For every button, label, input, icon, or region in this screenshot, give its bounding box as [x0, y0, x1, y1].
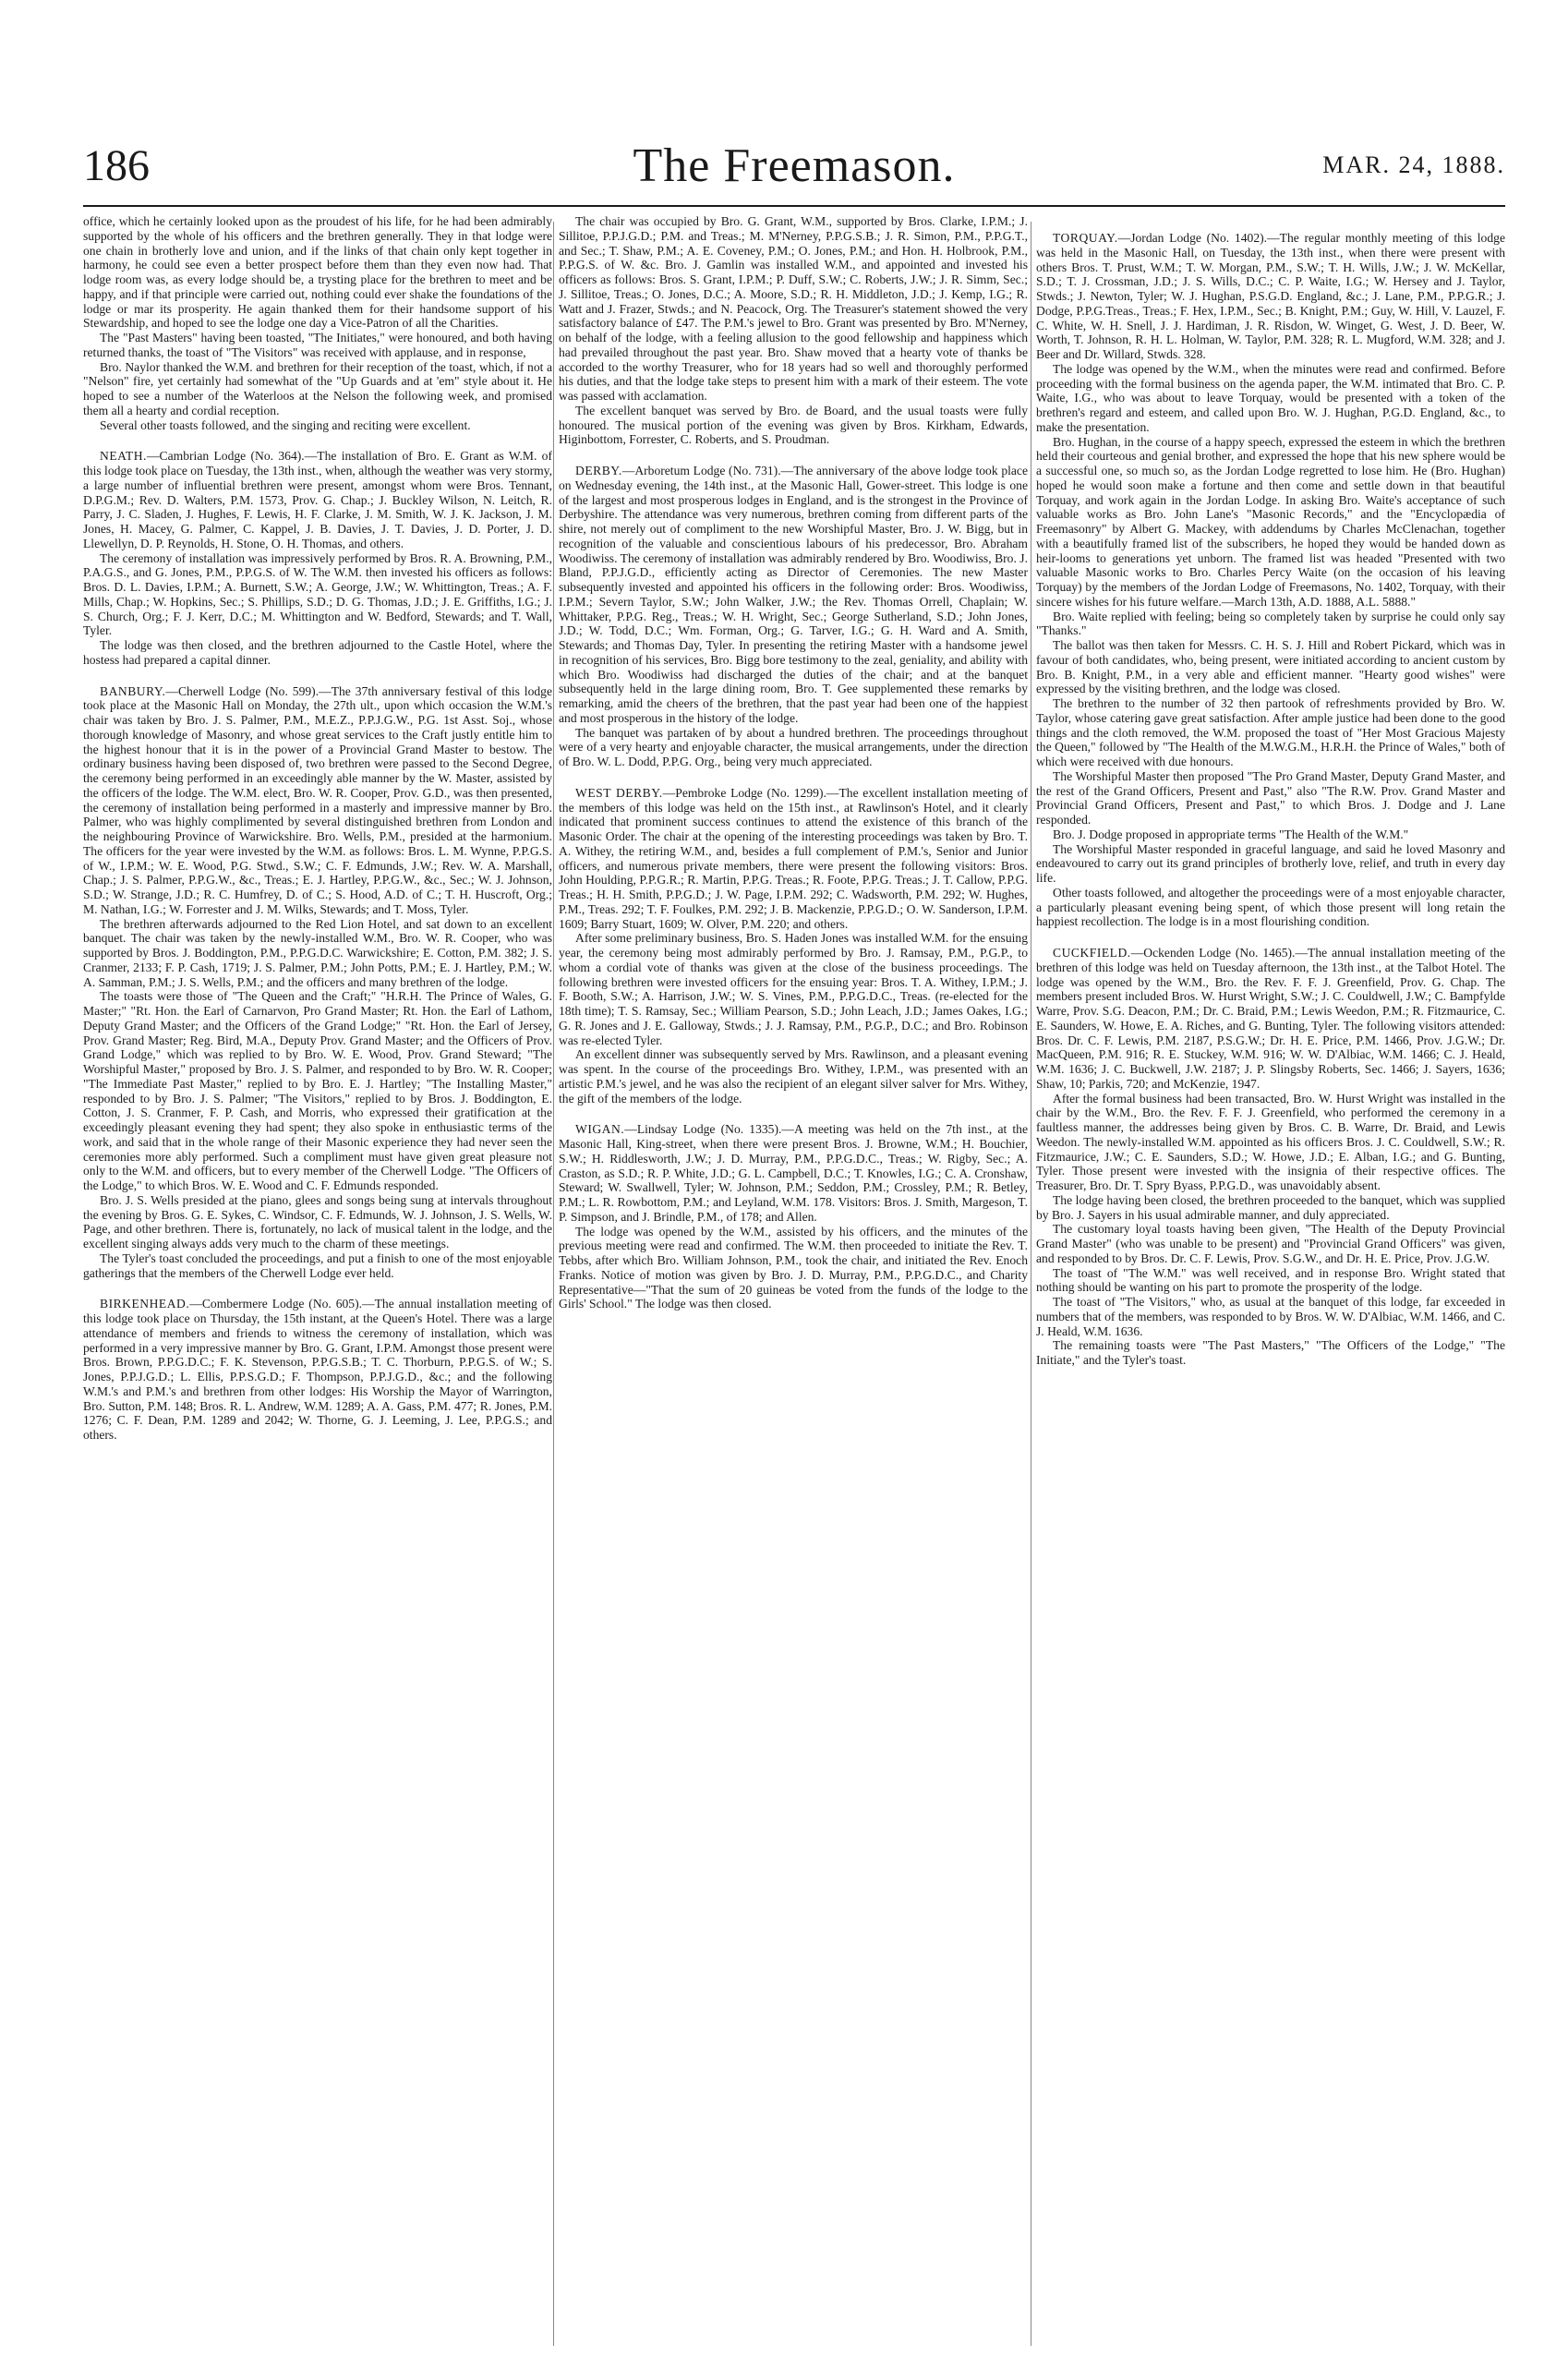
article-paragraph: The regular monthly meeting of this lodge was held in the Masonic Hall, on Tuesday, the 13th inst., when there were present with others Bros. T. Prust, W.M.; T. W. Morgan, P.M., S.W.; T. H. Wills, J.W.; J. W. McKellar, S.D.; T. J. Crossman, J.D.; J. S. Wills, D.C.; C. P. Waite, I.G.; W. Hersey and J. Taylor, Stwds.; J. Newton, Tyler; W. J. Hughan, P.S.G.D. England, &c.; J. Lane, P.M., P.P.G.R.; J. Dodge, P.P.G.Treas., Treas.; F. Hex, I.P.M., Sec.; B. Knight, P.M.; Guy, W. Hill, V. Lauzel, F. C. White, W. H. Snell, J. J. Hardiman, J. R. Risdon, W. Winget, G. West, J. D. Beer, W. Worth, T. Johnson, R. H. L. Holman, W. Taylor, P.M. 328; R. L. Mugford, W.M. 328; and J. Beer and Dr. Willard, Stwds. 328. — [1036, 231, 1505, 361]
article-paragraph: The customary loyal toasts having been given, "The Health of the Deputy Provincial Grand Master" (who was unable to be present) and "Provincial Grand Officers" was given, and responded to by Bros. Dr. C. F. Lewis, Prov. S.G.W., and Dr. H. E. Price, Prov. J.G.W. — [1036, 1222, 1505, 1265]
article-paragraph: The installation of Bro. E. Grant as W.M. of this lodge took place on Tuesday, the 13th inst., when, although the weather was very stormy, a large number of influential brethren were present, amongst whom were Bros. Tennant, D.P.G.M.; Rev. D. Walters, P.M. 1573, Prov. G. Chap.; J. Buckley Wilson, N. Leitch, R. Parry, J. C. Sladen, J. Hughes, F. Lewis, H. F. Clarke, J. M. Smith, W. J. K. Jackson, J. M. Jones, H. Macey, G. Palmer, C. Kappel, J. B. Davies, J. T. Davies, J. D. Porter, J. D. Llewellyn, D. P. Reynolds, H. Stone, O. H. Thomas, and others. — [83, 449, 552, 550]
article-paragraph: Other toasts followed, and altogether the proceedings were of a most enjoyable character, a particularly pleasant evening being spent, of which those present will long retain the happiest recollection. The lodge is in a most flourishing condition. — [1036, 885, 1505, 929]
article-place: TORQUAY. — [1053, 231, 1118, 245]
article-paragraph: Bro. J. S. Wells presided at the piano, glees and songs being sung at intervals throughout the evening by Bros. G. E. Sykes, C. Windsor, C. F. Edmunds, W. J. Johnson, J. S. Wells, W. Page, and other brethren. There is, fortunately, no lack of musical talent in the lodge, and the excellent singing always adds very much to the charm of these meetings. — [83, 1192, 552, 1250]
column-2 — [559, 214, 1028, 2355]
article-paragraph: The anniversary of the above lodge took place on Wednesday evening, the 14th inst., at the Masonic Hall, Gower-street. This lodge is one of the largest and most prosperous lodges in England, and is the strongest in the Province of Derbyshire. The attendance was very numerous, brethren coming from different parts of the shire, not merely out of compliment to the new Worshipful Master, Bro. J. W. Bigg, but in recognition of the valuable and conscientious labours of his predecessor, Bro. Abraham Woodiwiss. The ceremony of installation was admirably rendered by Bro. Woodiwiss, Bro. J. Bland, P.P.J.G.D., efficiently acting as Director of Ceremonies. The new Master subsequently invested and appointed his officers in the following order: Bros. Woodiwiss, I.P.M.; Severn Taylor, S.W.; John Walker, J.W.; the Rev. Thomas Orrell, Chaplain; W. Whittaker, P.P.G. Reg., Treas.; W. H. Wright, Sec.; George Sutherland, S.D.; John Jones, J.D.; W. Todd, D.C.; Wm. Forman, Org.; G. Tarver, I.G.; G. H. Ward and A. Smith, Stewards; and Thomas Day, Tyler. In presenting the retiring Master with a handsome jewel in recognition of his services, Bro. Bigg bore testimony to the zeal, geniality, and ability with which Bro. Woodiwiss had discharged the duties of the chair; and at the banquet subsequently held in the large dining room, Bro. T. Gee supplemented these remarks by remarking, amid the cheers of the brethren, that the past year had been one of the happiest and most prosperous in the history of the lodge. — [559, 464, 1028, 725]
article-derby — [559, 464, 1028, 769]
article-paragraph: Bro. Naylor thanked the W.M. and brethren for their reception of the toast, which, if not a "Nelson" fire, yet certainly had somewhat of the "Up Guards and at 'em" style about it. He hoped to see a number of the Waterloos at the Nelson the following week, and promised them all a hearty and cordial reception. — [83, 359, 552, 417]
article-paragraph: The lodge was opened by the W.M., assisted by his officers, and the minutes of the previous meeting were read and confirmed. The W.M. then proceeded to initiate the Rev. T. Tebbs, after which Bro. William Johnson, P.M., took the chair, and initiated the Rev. Enoch Franks. Notice of motion was given by Bro. J. D. Murray, P.M., P.P.G.D.C., and Charity Representative—"That the sum of 20 guineas be voted from the funds of the lodge to the Girls' School." The lodge was then closed. — [559, 1224, 1028, 1311]
article-paragraph: After the formal business had been transacted, Bro. W. Hurst Wright was installed in the chair by the W.M., Bro. the Rev. F. F. J. Greenfield, who performed the ceremony in a faultless manner, the addresses being given by Bros. C. B. Warre, Dr. Braid, and Lewis Weedon. The newly-installed W.M. appointed as his officers Bros. J. C. Couldwell, S.W.; R. Fitzmaurice, J.W.; C. E. Saunders, S.D.; W. Howe, J.D.; E. Alban, I.G.; and G. Bunting, Tyler. Those present were invested with the insignia of their respective offices. The Treasurer, Bro. Dr. T. Spry Byass, P.P.G.D., was unavoidably absent. — [1036, 1091, 1505, 1192]
article-paragraph: The ballot was then taken for Messrs. C. H. S. J. Hill and Robert Pickard, which was in favour of both candidates, who, being present, were initiated according to ancient custom by Bro. B. Knight, P.M., in a very able and efficient manner. "Hearty good wishes" were expressed by the visiting brethren, and the lodge was closed. — [1036, 638, 1505, 696]
article-paragraph: The excellent banquet was served by Bro. de Board, and the usual toasts were fully honoured. The musical portion of the evening was given by Bros. Kirkham, Edwards, Higinbottom, Forrester, C. Roberts, and S. Proudman. — [559, 403, 1028, 447]
article-place: CUCKFIELD. — [1053, 946, 1131, 960]
article-banbury — [83, 684, 552, 1281]
article-birkenhead — [83, 1297, 552, 1443]
article-lodge: Cambrian Lodge (No. 364). — [159, 449, 305, 464]
masthead — [83, 139, 1505, 212]
article-paragraph: The annual installation meeting of the brethren of this lodge was held on Tuesday afternoon, the 13th inst., at the Talbot Hotel. The lodge was opened by the W.M., Bro. the Rev. F. F. J. Greenfield, Prov. G. Chap. The members present included Bros. W. Hurst Wright, S.W.; J. C. Couldwell, J.W.; C. Bampfylde Warre, Prov. S.G. Deacon, P.M.; Dr. C. Braid, P.M.; Lewis Weedon, P.M.; R. Fitzmaurice, C. E. Saunders, W. Howe, E. A. Riches, and G. Bunting, Tyler. The following visitors attended: Bros. Dr. C. F. Lewis, P.M. 2187, P.S.G.W.; Dr. H. E. Price, P.M. 1466, Prov. J.G.W.; Dr. MacQueen, P.M. 916; R. E. Stuckey, W.M. 916; W. W. D'Albiac, W.M. 1466; C. J. Heald, W.M. 1636; J. C. Buckwell, J.W. 2187; J. P. Slingsby Roberts, Sec. 1466; J. Sayers, 1636; Shaw, 10; Parkis, 720; and McKenzie, 1947. — [1036, 946, 1505, 1091]
article-cuckfield — [1036, 946, 1505, 1368]
article-paragraph: An excellent dinner was subsequently served by Mrs. Rawlinson, and a pleasant evening was spent. In the course of the proceedings Bro. Withey, I.P.M., was presented with an artistic P.M.'s jewel, and he was also the recipient of an elegant silver salver for Mrs. Withey, the gift of the members of the lodge. — [559, 1047, 1028, 1105]
article-paragraph: After some preliminary business, Bro. S. Haden Jones was installed W.M. for the ensuing year, the ceremony being most admirably performed by Bro. J. Ramsay, P.M., P.G.P., to whom a cordial vote of thanks was given at the close of the business proceedings. The following brethren were invested officers for the ensuing year: Bros. T. A. Withey, I.P.M.; J. F. Booth, S.W.; A. Harrison, J.W.; W. S. Vines, P.M., P.P.G.D.C., Treas. (re-elected for the 18th time); T. S. Ramsay, Sec.; William Pearson, S.D.; John Leach, J.D.; James Oakes, I.G.; G. R. Jones and J. E. Galloway, Stwds.; J. J. Ramsay, P.M., P.G.P., D.C.; and Bro. Robinson was re-elected Tyler. — [559, 931, 1028, 1047]
page-number: 186 — [83, 141, 150, 190]
article-paragraph: The excellent installation meeting of the members of this lodge was held on the 15th inst., at Rawlinson's Hotel, and it clearly indicated that prominent success continues to attend the existence of this branch of the Masonic Order. The chair at the opening of the interesting proceedings was taken by Bro. T. A. Withey, the retiring W.M., and, besides a full complement of P.M.'s, Senior and Junior officers, and numerous private members, there were present the following visitors: Bros. John Houlding, P.P.G.R.; R. Martin, P.P.G. Treas.; R. Foote, P.P.G. Treas.; J. T. Callow, P.P.G. Treas.; H. H. Smith, P.P.G.D.; J. W. Page, I.P.M. 292; C. Wadsworth, P.M. 292; W. Hughes, P.M., Treas. 292; T. F. Foulkes, P.M. 292; J. B. Mackenzie, P.P.G.D.; O. W. Sanderson, I.P.M. 1609; Barry Stuart, 1609; W. Olver, P.M. 220; and others. — [559, 785, 1028, 931]
article-paragraph: office, which he certainly looked upon as the proudest of his life, for he had been admirably supported by the whole of his officers and the brethren generally. They in that lodge were one chain in brotherly love and union, and if the links of that chain only kept together in harmony, he could see even a better prospect before them than they even now had. That lodge room was, as every lodge should be, a trysting place for the brethren to meet and be happy, and if that principle were carried out, nothing could ever shake the foundations of the lodge or mar its prosperity. He again thanked them for their handsome support of his Stewardship, and hoped to see the lodge one day a Vice-Patron of all the Charities. — [83, 214, 552, 331]
article-birkenhead-continued — [559, 214, 1028, 447]
article-place: WEST DERBY. — [575, 785, 663, 800]
article-lodge: Cherwell Lodge (No. 599). — [177, 683, 320, 698]
article-paragraph: The brethren afterwards adjourned to the Red Lion Hotel, and sat down to an excellent banquet. The chair was taken by the newly-installed W.M., Bro. W. R. Cooper, who was supported by Bros. J. Boddington, P.M., P.P.G.D.C. Warwickshire; E. Cotton, P.M. 382; J. S. Cranmer, 2133; F. P. Cash, 1719; J. S. Palmer, P.M.; John Potts, P.M.; E. J. Hartley, P.M.; W. A. Samman, P.M.; J. S. Wells, P.M.; and the officers and many brethren of the lodge. — [83, 916, 552, 989]
article-paragraph: Several other toasts followed, and the singing and reciting were excellent. — [100, 417, 471, 432]
article-nelson-continued — [83, 214, 552, 432]
article-lead: BIRKENHEAD.—Combermere Lodge (No. 605).—The annual installation meeting of this lodge took place on Thursday, the 15th instant, at the Queen's Hotel. There was a large attendance of members and friends to witness the ceremony of installation, which was performed in a very impressive manner by Bro. G. Grant, I.P.M. Amongst those present were Bros. Brown, P.P.G.D.C.; F. K. Stevenson, P.P.G.S.B.; T. C. Thorburn, P.P.G.S. of W.; S. Jones, P.P.J.G.D.; L. Ellis, P.P.S.G.D.; F. Thompson, P.P.J.G.D., &c.; and the following W.M.'s and P.M.'s and brethren from other lodges: His Worship the Mayor of Warrington, Bro. Sutton, P.M. 148; Bros. R. L. Andrew, W.M. 1289; A. A. Gass, P.M. 477; R. Jones, P.M. 1276; C. F. Dean, P.M. 1289 and 2042; W. Thorne, G. J. Leeming, J. Lee, P.P.G.S.; and others. — [83, 1297, 552, 1442]
article-lead: WIGAN.—Lindsay Lodge (No. 1335).—A meeting was held on the 7th inst., at the Masonic Hall, King-street, when there were present Bros. J. Browne, W.M.; H. Bouchier, S.W.; H. Riddlesworth, J.W.; J. D. Murray, P.M., P.P.G.D.C., Treas.; W. Rigby, Sec.; A. Craston, as S.D.; R. P. White, J.D.; G. L. Campbell, D.C.; T. Knowles, I.G.; C. A. Cronshaw, Steward; W. Swallwell, Tyler; W. Johnson, P.M.; Seddon, P.M.; Crossley, P.M.; R. Betley, P.M.; L. R. Rowbottom, P.M.; and Leyland, W.M. 178. Visitors: Bros. J. Smith, Margeson, T. P. Simpson, and J. Brindle, P.M., of 178; and Allen. — [559, 1122, 1028, 1224]
article-paragraph: The banquet was partaken of by about a hundred brethren. The proceedings throughout were of a very hearty and enjoyable character, the musical arrangements, under the direction of Bro. W. L. Dodd, P.P.G. Org., being very much appreciated. — [559, 725, 1028, 768]
article-paragraph: The lodge was then closed, and the brethren adjourned to the Castle Hotel, where the hostess had prepared a capital dinner. — [83, 638, 552, 667]
article-paragraph: The toasts were those of "The Queen and the Craft;" "H.R.H. The Prince of Wales, G. Master;" "Rt. Hon. the Earl of Carnarvon, Pro Grand Master; Rt. Hon. the Earl of Lathom, Deputy Grand Master; and the Officers of the Grand Lodge;" "Rt. Hon. the Earl of Jersey, Prov. Grand Master; Reg. Bird, M.A., Deputy Prov. Grand Master; and the Officers of Prov. Grand Lodge," which was replied to by Bro. W. E. Wood, Prov. Grand Steward; "The Worshipful Master," proposed by Bro. J. S. Palmer, and responded to by Bro. W. R. Cooper; "The Immediate Past Master," replied to by Bro. E. J. Hartley; "The Installing Master," responded to by Bro. J. S. Palmer; "The Visitors," replied to by Bros. J. Boddington, E. Cotton, J. S. Cranmer, F. P. Cash, and Morris, who expressed their gratification at the exceedingly pleasant evening they had spent; they also spoke in enthusiastic terms of the work, and said that in the whole range of their Masonic experience they had never seen the ceremonies more ably performed. Such a compliment must have given great pleasure not only to the W.M. and officers, but to every member of the Cherwell Lodge. "The Officers of the Lodge," to which Bros. W. E. Wood and C. F. Edmunds responded. — [83, 989, 552, 1192]
article-paragraph: The Worshipful Master responded in graceful language, and said he loved Masonry and endeavoured to carry out its grand principles of brotherly love, relief, and truth in every day life. — [1036, 841, 1505, 885]
publication-title: The Freemason. — [633, 139, 956, 192]
article-paragraph: The annual installation meeting of this lodge took place on Thursday, the 15th instant, at the Queen's Hotel. There was a large attendance of members and friends to witness the ceremony of installation, which was performed in a very impressive manner by Bro. G. Grant, I.P.M. Amongst those present were Bros. Brown, P.P.G.D.C.; F. K. Stevenson, P.P.G.S.B.; T. C. Thorburn, P.P.G.S. of W.; S. Jones, P.P.J.G.D.; L. Ellis, P.P.S.G.D.; F. Thompson, P.P.J.G.D., &c.; and the following W.M.'s and P.M.'s and brethren from other lodges: His Worship the Mayor of Warrington, Bro. Sutton, P.M. 148; Bros. R. L. Andrew, W.M. 1289; A. A. Gass, P.M. 477; R. Jones, P.M. 1276; C. F. Dean, P.M. 1289 and 2042; W. Thorne, G. J. Leeming, J. Lee, P.P.G.S.; and others. — [83, 1297, 552, 1442]
article-west-derby — [559, 786, 1028, 1106]
article-paragraph: The brethren to the number of 32 then partook of refreshments provided by Bro. W. Taylor, whose catering gave great satisfaction. After ample justice had been done to the good things and the cloth removed, the W.M. proposed the toast of "Her Most Gracious Majesty the Queen," followed by "The Health of the M.W.G.M., H.R.H. the Prince of Wales," both of which were received with due honours. — [1036, 696, 1505, 768]
article-paragraph: The toast of "The Visitors," who, as usual at the banquet of this lodge, far exceeded in numbers that of the members, was responded to by Bros. W. W. D'Albiac, W.M. 1466, and C. J. Heald, W.M. 1636. — [1036, 1295, 1505, 1338]
article-lodge: Jordan Lodge (No. 1402). — [1130, 231, 1268, 245]
article-place: NEATH. — [100, 449, 147, 464]
article-place: WIGAN. — [575, 1122, 625, 1137]
article-place: DERBY. — [575, 464, 622, 477]
article-lead: CUCKFIELD.—Ockenden Lodge (No. 1465).—The annual installation meeting of the brethren of this lodge was held on Tuesday afternoon, the 13th inst., at the Talbot Hotel. The lodge was opened by the W.M., Bro. the Rev. F. F. J. Greenfield, Prov. G. Chap. The members present included Bros. W. Hurst Wright, S.W.; J. C. Couldwell, J.W.; C. Bampfylde Warre, Prov. S.G. Deacon, P.M.; Dr. C. Braid, P.M.; Lewis Weedon, P.M.; R. Fitzmaurice, C. E. Saunders, W. Howe, E. A. Riches, and G. Bunting, Tyler. The following visitors attended: Bros. Dr. C. F. Lewis, P.M. 2187, P.S.G.W.; Dr. H. E. Price, P.M. 1466, Prov. J.G.W.; Dr. MacQueen, P.M. 916; R. E. Stuckey, W.M. 916; W. W. D'Albiac, W.M. 1466; C. J. Heald, W.M. 1636; J. C. Buckwell, J.W. 2187; J. P. Slingsby Roberts, Sec. 1466; J. Sayers, 1636; Shaw, 10; Parkis, 720; and McKenzie, 1947. — [1036, 946, 1505, 1091]
article-lodge: Combermere Lodge (No. 605). — [201, 1297, 363, 1311]
article-lead: DERBY.—Arboretum Lodge (No. 731).—The anniversary of the above lodge took place on Wednesday evening, the 14th inst., at the Masonic Hall, Gower-street. This lodge is one of the largest and most prosperous lodges in England, and is the strongest in the Province of Derbyshire. The attendance was very numerous, brethren coming from different parts of the shire, not merely out of compliment to the new Worshipful Master, Bro. J. W. Bigg, but in recognition of the valuable and conscientious labours of his predecessor, Bro. Abraham Woodiwiss. The ceremony of installation was admirably rendered by Bro. Woodiwiss, Bro. J. Bland, P.P.J.G.D., efficiently acting as Director of Ceremonies. The new Master subsequently invested and appointed his officers in the following order: Bros. Woodiwiss, I.P.M.; Severn Taylor, S.W.; John Walker, J.W.; the Rev. Thomas Orrell, Chaplain; W. Whittaker, P.P.G. Reg., Treas.; W. H. Wright, Sec.; George Sutherland, S.D.; John Jones, J.D.; W. Todd, D.C.; Wm. Forman, Org.; G. Tarver, I.G.; G. H. Ward and A. Smith, Stewards; and Thomas Day, Tyler. In presenting the retiring Master with a handsome jewel in recognition of his services, Bro. Bigg bore testimony to the zeal, geniality, and ability with which Bro. Woodiwiss had discharged the duties of the chair; and at the banquet subsequently held in the large dining room, Bro. T. Gee supplemented these remarks by remarking, amid the cheers of the brethren, that the past year had been one of the happiest and most prosperous in the history of the lodge. — [559, 464, 1028, 725]
article-torquay — [1036, 231, 1505, 929]
article-paragraph: The Worshipful Master then proposed "The Pro Grand Master, Deputy Grand Master, and the rest of the Grand Officers, Present and Past," also "The R.W. Prov. Grand Master and Provincial Grand Officers, Present and Past," to which Bros. J. Dodge and J. Lane responded. — [1036, 768, 1505, 827]
article-place: BANBURY. — [100, 683, 166, 698]
article-place: BIRKENHEAD. — [100, 1297, 190, 1311]
column-1 — [83, 214, 552, 2355]
article-paragraph: A meeting was held on the 7th inst., at the Masonic Hall, King-street, when there were present Bros. J. Browne, W.M.; H. Bouchier, S.W.; H. Riddlesworth, J.W.; J. D. Murray, P.M., P.P.G.D.C., Treas.; W. Rigby, Sec.; A. Craston, as S.D.; R. P. White, J.D.; G. L. Campbell, D.C.; T. Knowles, I.G.; C. A. Cronshaw, Steward; W. Swallwell, Tyler; W. Johnson, P.M.; Seddon, P.M.; Crossley, P.M.; R. Betley, P.M.; L. R. Rowbottom, P.M.; and Leyland, W.M. 178. Visitors: Bros. J. Smith, Margeson, T. P. Simpson, and J. Brindle, P.M., of 178; and Allen. — [559, 1122, 1028, 1224]
masthead-rule — [83, 205, 1505, 207]
article-lead: NEATH.—Cambrian Lodge (No. 364).—The installation of Bro. E. Grant as W.M. of this lodge took place on Tuesday, the 13th inst., when, although the weather was very stormy, a large number of influential brethren were present, amongst whom were Bros. Tennant, D.P.G.M.; Rev. D. Walters, P.M. 1573, Prov. G. Chap.; J. Buckley Wilson, N. Leitch, R. Parry, J. C. Sladen, J. Hughes, F. Lewis, H. F. Clarke, J. M. Smith, W. J. K. Jackson, J. M. Jones, H. Macey, G. Palmer, C. Kappel, J. B. Davies, J. T. Davies, J. D. Porter, J. D. Llewellyn, D. P. Reynolds, H. Stone, O. H. Thomas, and others. — [83, 449, 552, 550]
article-neath — [83, 449, 552, 667]
article-paragraph: The remaining toasts were "The Past Masters," "The Officers of the Lodge," "The Initiate," and the Tyler's toast. — [1036, 1338, 1505, 1367]
article-paragraph: The toast of "The W.M." was well received, and in response Bro. Wright stated that nothing should be wanting on his part to promote the prosperity of the lodge. — [1036, 1265, 1505, 1295]
column-3 — [1036, 214, 1505, 2355]
article-paragraph: The chair was occupied by Bro. G. Grant, W.M., supported by Bros. Clarke, I.P.M.; J. Sillitoe, P.P.J.G.D.; P.M. and Treas.; M. M'Nerney, P.P.G.S.B.; J. R. Simon, P.M., P.P.G.T., and Sec.; T. Shaw, P.M.; A. E. Coveney, P.M.; O. Jones, P.M.; and Hon. H. Holbrook, P.M., P.P.G.S. of W. &c. Bro. J. Gamlin was installed W.M., and appointed and invested his officers as follows: Bros. S. Grant, I.P.M.; P. Duff, S.W.; C. Roberts, J.W.; J. R. Simm, Sec.; J. Sillitoe, Treas.; O. Jones, D.C.; A. Moore, S.D.; R. H. Middleton, J.D.; J. Kemp, I.G.; R. Watt and J. Frazer, Stwds.; and N. Peacock, Org. The Treasurer's statement showed the very satisfactory balance of £47. The P.M.'s jewel to Bro. Grant was presented by Bro. M'Nerney, on behalf of the lodge, with a feeling allusion to the good fellowship and happiness which had prevailed throughout the past year. Bro. Shaw moved that a hearty vote of thanks be accorded to the worthy Treasurer, who for 18 years had so well and thoroughly performed his duties, and that the lodge take steps to present him with a mark of their esteem. The vote was passed with acclamation. — [559, 214, 1028, 403]
issue-date: MAR. 24, 1888. — [1322, 151, 1505, 178]
article-lead: TORQUAY.—Jordan Lodge (No. 1402).—The regular monthly meeting of this lodge was held in the Masonic Hall, on Tuesday, the 13th inst., when there were present with others Bros. T. Prust, W.M.; T. W. Morgan, P.M., S.W.; T. H. Wills, J.W.; J. W. McKellar, S.D.; T. J. Crossman, J.D.; J. S. Wills, D.C.; C. P. Waite, I.G.; W. Hersey and J. Taylor, Stwds.; J. Newton, Tyler; W. J. Hughan, P.S.G.D. England, &c.; J. Lane, P.M., P.P.G.R.; J. Dodge, P.P.G.Treas., Treas.; F. Hex, I.P.M., Sec.; B. Knight, P.M.; Guy, W. Hill, V. Lauzel, F. C. White, W. H. Snell, J. J. Hardiman, J. R. Risdon, W. Winget, G. West, J. D. Beer, W. Worth, T. Johnson, R. H. L. Holman, W. Taylor, P.M. 328; R. L. Mugford, W.M. 328; and J. Beer and Dr. Willard, Stwds. 328. — [1036, 231, 1505, 361]
article-lodge: Ockenden Lodge (No. 1465). — [1143, 946, 1296, 960]
article-paragraph: The ceremony of installation was impressively performed by Bros. R. A. Browning, P.M., P.A.G.S., and G. Jones, P.M., P.P.G.S. of W. The W.M. then invested his officers as follows: Bros. D. L. Davies, I.P.M.; A. Burnett, S.W.; A. George, J.W.; W. Whittington, Treas.; A. F. Mills, Chap.; W. Hopkins, Sec.; S. Phillips, S.D.; D. G. Thomas, J.D.; J. E. Griffiths, I.G.; J. S. Church, Org.; F. J. Kerr, D.C.; M. Whittington and W. Bedford, Stewards; and T. Wall, Tyler. — [83, 550, 552, 638]
article-lodge: Pembroke Lodge (No. 1299). — [675, 785, 826, 800]
article-lodge: Lindsay Lodge (No. 1335). — [636, 1122, 782, 1137]
article-paragraph: The "Past Masters" having been toasted, "The Initiates," were honoured, and both having returned thanks, the toast of "The Visitors" was received with applause, and in response, — [83, 331, 552, 359]
article-paragraph: Bro. J. Dodge proposed in appropriate terms "The Health of the W.M." — [1053, 827, 1409, 841]
article-paragraph: The Tyler's toast concluded the proceedings, and put a finish to one of the most enjoyable gatherings that the members of the Cherwell Lodge ever held. — [83, 1250, 552, 1280]
column-divider — [553, 222, 554, 2346]
article-lead: WEST DERBY.—Pembroke Lodge (No. 1299).—The excellent installation meeting of the members of this lodge was held on the 15th inst., at Rawlinson's Hotel, and it clearly indicated that prominent success continues to attend the existence of this branch of the Masonic Order. The chair at the opening of the interesting proceedings was taken by Bro. T. A. Withey, the retiring W.M., and, besides a full complement of P.M.'s, Senior and Junior officers, and numerous private members, there were present the following visitors: Bros. John Houlding, P.P.G.R.; R. Martin, P.P.G. Treas.; R. Foote, P.P.G. Treas.; J. T. Callow, P.P.G. Treas.; H. H. Smith, P.P.G.D.; J. W. Page, I.P.M. 292; C. Wadsworth, P.M. 292; W. Hughes, P.M., Treas. 292; T. F. Foulkes, P.M. 292; J. B. Mackenzie, P.P.G.D.; O. W. Sanderson, I.P.M. 1609; Barry Stuart, 1609; W. Olver, P.M. 220; and others. — [559, 785, 1028, 931]
article-paragraph: Bro. Hughan, in the course of a happy speech, expressed the esteem in which the brethren held their courteous and genial brother, and expressed the hope that his new sphere would be a successful one, so much so, as the Jordan Lodge regretted to lose him. He (Bro. Hughan) hoped he would soon make a fortune and then come and settle down in that beautiful Torquay, and work again in the Jordan Lodge. In asking Bro. Waite's acceptance of such valuable works as Bro. John Lane's "Masonic Records," and the "Encyclopædia of Freemasonry" by Albert G. Mackey, with addendums by Charles McClenachan, together with a beautifully framed list of the subscribers, he hoped they would be handed down as heir-looms to generations yet unborn. The framed list was headed "Presented with two valuable Masonic works to Bro. Charles Percy Waite (on the occasion of his leaving Torquay) by the members of the Jordan Lodge of Freemasons, No. 1402, Torquay, with their sincere wishes for his future welfare.—March 13th, A.D. 1888, A.L. 5888." — [1036, 434, 1505, 609]
article-paragraph: The lodge was opened by the W.M., when the minutes were read and confirmed. Before proceeding with the formal business on the agenda paper, the W.M. intimated that Bro. C. P. Waite, I.G., who was about to leave Torquay, would be presented with a token of the brethren's regard and esteem, and called upon Bro. W. J. Hughan, P.G.D. England, &c., to make the presentation. — [1036, 361, 1505, 434]
article-paragraph: The 37th anniversary festival of this lodge took place at the Masonic Hall on Monday, the 27th ult., upon which occasion the W.M.'s chair was taken by Bro. J. S. Palmer, P.M., M.E.Z., P.P.J.G.W., P.G. 1st Asst. Soj., whose thorough knowledge of Masonry, and whose great services to the Craft justly entitle him to the highest honour that it is in the power of a Provincial Grand Master to bestow. The ordinary business having been disposed of, two brethren were passed to the Second Degree, the ceremony being performed in an exceedingly able manner by the W. Master, assisted by the officers of the lodge. The W.M. elect, Bro. W. R. Cooper, Prov. G.D., was then presented, the ceremony of installation being performed in a masterly and impressive manner by Bro. Palmer, who was highly complimented by several distinguished brethren from London and the neighbouring Province of Warwickshire. Bro. Wells, P.M., presided at the harmonium. The officers for the year were invested by the W.M. as follows: Bros. L. M. Wynne, P.P.G.S. of W., I.P.M.; W. E. Wood, P.G. Stwd., S.W.; C. F. Edmunds, J.W.; Rev. W. A. Marshall, Chap.; J. S. Palmer, P.P.G.W., &c., Treas.; E. J. Hartley, P.P.G.W., &c., Sec.; W. J. Johnson, S.D.; W. Strange, J.D.; R. C. Humfrey, D. of C.; S. Hood, A.D. of C.; T. H. Huscroft, Org.; M. Nathan, I.G.; W. Forrester and J. M. Wilks, Stewards; and T. Moss, Tyler. — [83, 683, 552, 916]
article-wigan — [559, 1122, 1028, 1311]
article-paragraph: The lodge having been closed, the brethren proceeded to the banquet, which was supplied by Bro. J. Sayers in his usual admirable manner, and duly appreciated. — [1036, 1192, 1505, 1222]
article-lead: BANBURY.—Cherwell Lodge (No. 599).—The 37th anniversary festival of this lodge took place at the Masonic Hall on Monday, the 27th ult., upon which occasion the W.M.'s chair was taken by Bro. J. S. Palmer, P.M., M.E.Z., P.P.J.G.W., P.G. 1st Asst. Soj., whose thorough knowledge of Masonry, and whose great services to the Craft justly entitle him to the highest honour that it is in the power of a Provincial Grand Master to bestow. The ordinary business having been disposed of, two brethren were passed to the Second Degree, the ceremony being performed in an exceedingly able manner by the W. Master, assisted by the officers of the lodge. The W.M. elect, Bro. W. R. Cooper, Prov. G.D., was then presented, the ceremony of installation being performed in a masterly and impressive manner by Bro. Palmer, who was highly complimented by several distinguished brethren from London and the neighbouring Province of Warwickshire. Bro. Wells, P.M., presided at the harmonium. The officers for the year were invested by the W.M. as follows: Bros. L. M. Wynne, P.P.G.S. of W., I.P.M.; W. E. Wood, P.G. Stwd., S.W.; C. F. Edmunds, J.W.; Rev. W. A. Marshall, Chap.; J. S. Palmer, P.P.G.W., &c., Treas.; E. J. Hartley, P.P.G.W., &c., Sec.; W. J. Johnson, S.D.; W. Strange, J.D.; R. C. Humfrey, D. of C.; S. Hood, A.D. of C.; T. H. Huscroft, Org.; M. Nathan, I.G.; W. Forrester and J. M. Wilks, Stewards; and T. Moss, Tyler. — [83, 683, 552, 916]
article-lodge: Arboretum Lodge (No. 731). — [634, 464, 781, 477]
article-paragraph: Bro. Waite replied with feeling; being so completely taken by surprise he could only say "Thanks." — [1036, 609, 1505, 638]
